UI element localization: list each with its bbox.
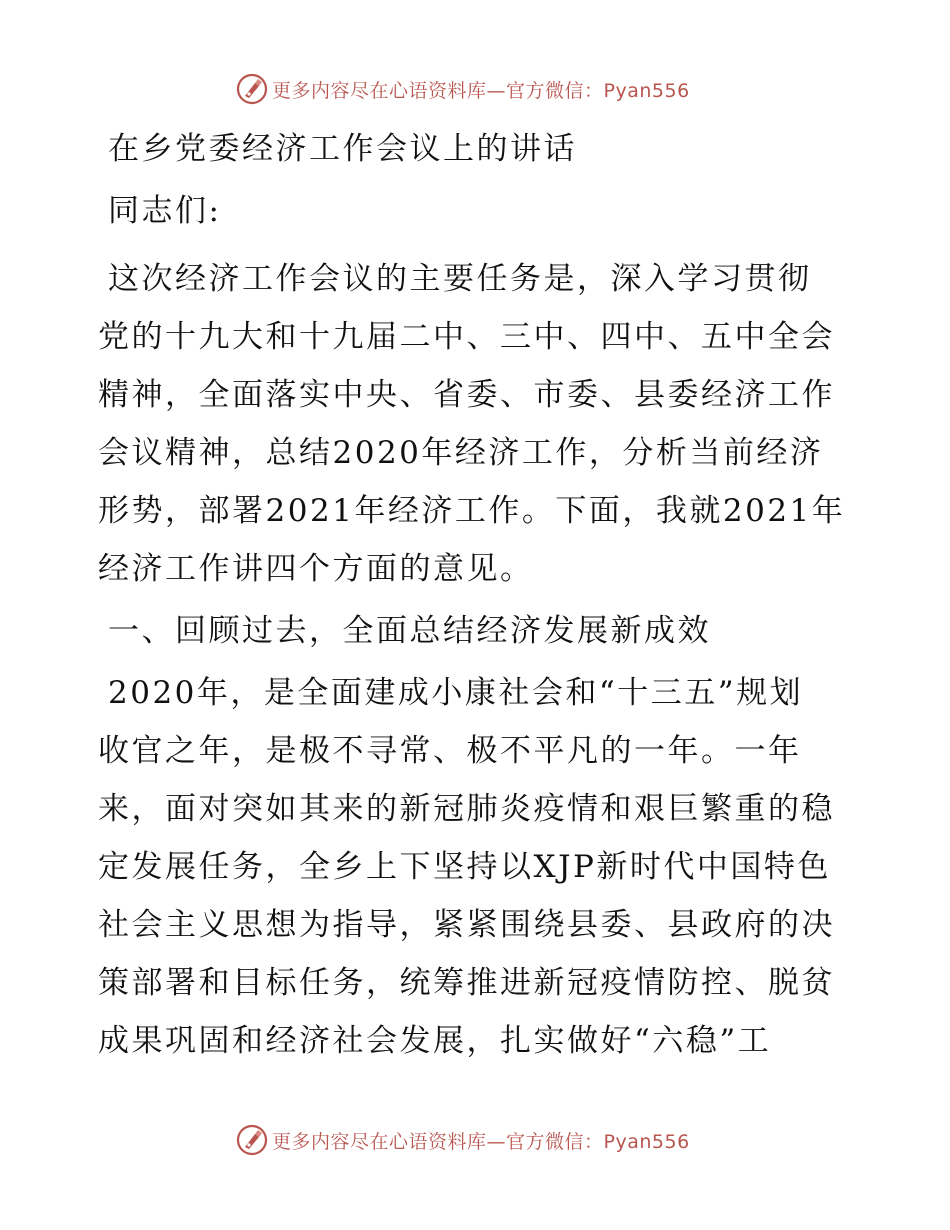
paragraph-line: 精神，全面落实中央、省委、市委、县委经济工作 (98, 377, 835, 413)
section-heading: 一、回顾过去，全面总结经济发展新成效 (108, 613, 711, 649)
document-title: 在乡党委经济工作会议上的讲话 (108, 131, 577, 167)
paragraph-line: 成果巩固和经济社会发展，扎实做好“六稳”工 (98, 1023, 772, 1059)
paragraph-line: 经济工作讲四个方面的意见。 (98, 551, 534, 587)
greeting: 同志们: (108, 193, 222, 229)
paragraph-line: 定发展任务，全乡上下坚持以XJP新时代中国特色 (98, 849, 831, 885)
document-body (98, 118, 858, 1070)
pen-nib-logo-icon (236, 73, 268, 105)
paragraph-1 (98, 250, 858, 598)
paragraph-line: 党的十九大和十九届二中、三中、四中、五中全会 (98, 319, 835, 355)
paragraph-line: 策部署和目标任务，统筹推进新冠疫情防控、脱贫 (98, 965, 835, 1001)
paragraph-line: 社会主义思想为指导，紧紧围绕县委、县政府的决 (98, 907, 835, 943)
paragraph-2 (98, 664, 858, 1070)
paragraph-line: 来，面对突如其来的新冠肺炎疫情和艰巨繁重的稳 (98, 791, 835, 827)
paragraph-line: 形势，部署2021年经济工作。下面，我就2021年 (98, 493, 846, 529)
paragraph-line: 会议精神，总结2020年经济工作，分析当前经济 (98, 435, 824, 471)
paragraph-line: 这次经济工作会议的主要任务是，深入学习贯彻 (108, 261, 812, 297)
header-watermark (236, 72, 690, 106)
pen-nib-logo-icon (236, 1124, 268, 1156)
footer-watermark (236, 1123, 690, 1157)
paragraph-line: 收官之年，是极不寻常、极不平凡的一年。一年 (98, 733, 802, 769)
paragraph-line: 2020年，是全面建成小康社会和“十三五”规划 (108, 675, 804, 711)
watermark-text: 更多内容尽在心语资料库—官方微信：Pyan556 (272, 1130, 690, 1153)
watermark-text: 更多内容尽在心语资料库—官方微信：Pyan556 (272, 79, 690, 102)
